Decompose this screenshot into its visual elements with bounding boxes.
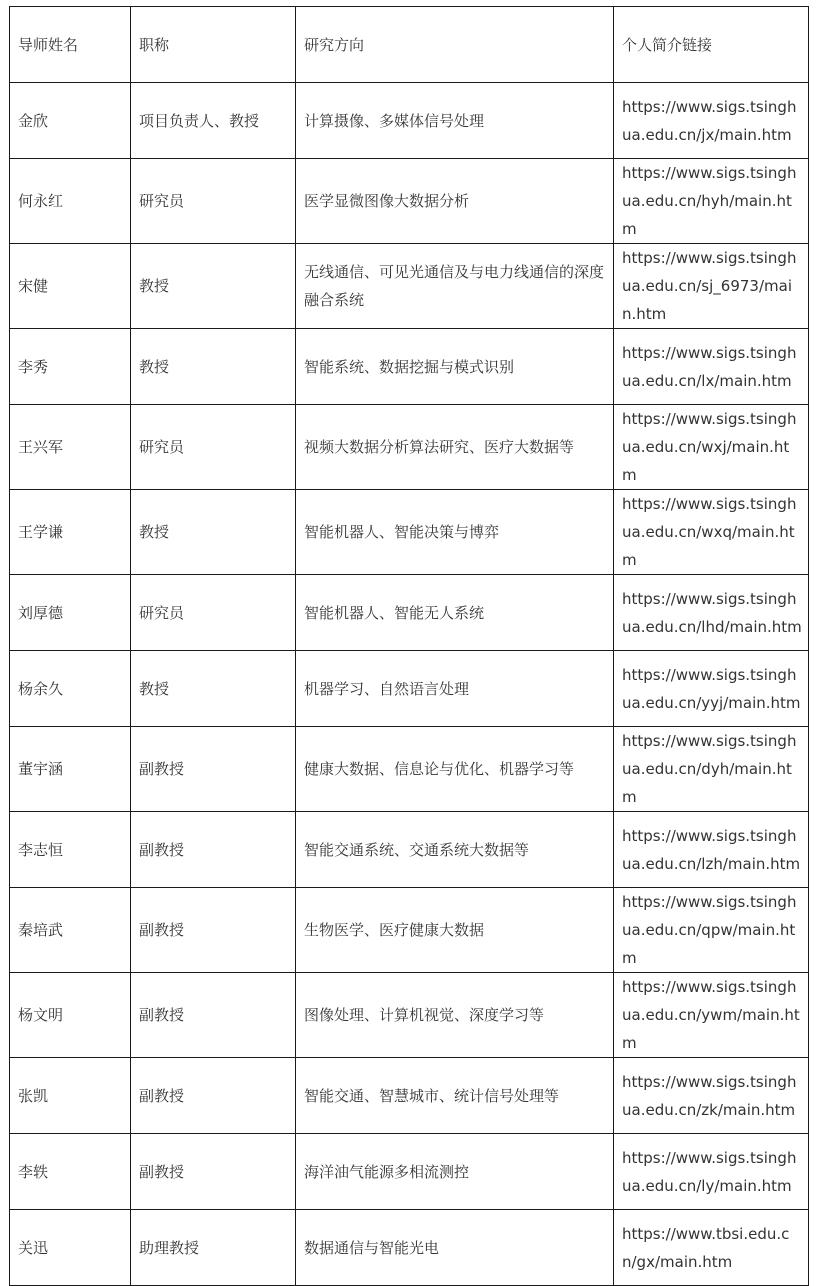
tutor-name-cell: 王兴军 xyxy=(10,405,131,490)
tutor-title-cell: 副教授 xyxy=(131,727,296,812)
research-direction-cell: 图像处理、计算机视觉、深度学习等 xyxy=(296,973,614,1058)
profile-link-cell[interactable]: https://www.tbsi.edu.cn/gx/main.htm xyxy=(614,1210,809,1286)
table-row xyxy=(10,1134,809,1210)
profile-link-cell[interactable]: https://www.sigs.tsinghua.edu.cn/ywm/main.htm xyxy=(614,973,809,1058)
tutor-title-cell: 教授 xyxy=(131,651,296,727)
header-research: 研究方向 xyxy=(296,7,614,83)
table-row xyxy=(10,575,809,651)
table-row xyxy=(10,405,809,490)
research-direction-cell: 机器学习、自然语言处理 xyxy=(296,651,614,727)
tutor-title-cell: 副教授 xyxy=(131,1134,296,1210)
tutor-title-cell: 教授 xyxy=(131,329,296,405)
tutor-name-cell: 张凯 xyxy=(10,1058,131,1134)
table-body xyxy=(10,7,809,1286)
tutor-name-cell: 李秀 xyxy=(10,329,131,405)
profile-link-cell[interactable]: https://www.sigs.tsinghua.edu.cn/zk/main.htm xyxy=(614,1058,809,1134)
research-direction-cell: 智能机器人、智能决策与博弈 xyxy=(296,490,614,575)
research-direction-cell: 生物医学、医疗健康大数据 xyxy=(296,888,614,973)
research-direction-cell: 智能交通系统、交通系统大数据等 xyxy=(296,812,614,888)
tutor-title-cell: 副教授 xyxy=(131,812,296,888)
research-direction-cell: 智能交通、智慧城市、统计信号处理等 xyxy=(296,1058,614,1134)
profile-link-cell[interactable]: https://www.sigs.tsinghua.edu.cn/ly/main.htm xyxy=(614,1134,809,1210)
header-name: 导师姓名 xyxy=(10,7,131,83)
tutor-title-cell: 研究员 xyxy=(131,159,296,244)
tutor-title-cell: 研究员 xyxy=(131,575,296,651)
tutor-name-cell: 李轶 xyxy=(10,1134,131,1210)
tutor-title-cell: 副教授 xyxy=(131,888,296,973)
table-row xyxy=(10,812,809,888)
tutor-name-cell: 杨余久 xyxy=(10,651,131,727)
tutor-title-cell: 副教授 xyxy=(131,1058,296,1134)
header-link: 个人简介链接 xyxy=(614,7,809,83)
header-title: 职称 xyxy=(131,7,296,83)
profile-link-cell[interactable]: https://www.sigs.tsinghua.edu.cn/hyh/main.htm xyxy=(614,159,809,244)
profile-link-cell[interactable]: https://www.sigs.tsinghua.edu.cn/sj_6973/main.htm xyxy=(614,244,809,329)
tutor-name-cell: 杨文明 xyxy=(10,973,131,1058)
tutor-name-cell: 宋健 xyxy=(10,244,131,329)
tutor-name-cell: 刘厚德 xyxy=(10,575,131,651)
research-direction-cell: 健康大数据、信息论与优化、机器学习等 xyxy=(296,727,614,812)
header-row xyxy=(10,7,809,83)
table-row xyxy=(10,244,809,329)
profile-link-cell[interactable]: https://www.sigs.tsinghua.edu.cn/wxq/main.htm xyxy=(614,490,809,575)
research-direction-cell: 海洋油气能源多相流测控 xyxy=(296,1134,614,1210)
profile-link-cell[interactable]: https://www.sigs.tsinghua.edu.cn/lzh/main.htm xyxy=(614,812,809,888)
table-row xyxy=(10,727,809,812)
tutor-table xyxy=(9,6,809,1286)
table-row xyxy=(10,888,809,973)
profile-link-cell[interactable]: https://www.sigs.tsinghua.edu.cn/dyh/main.htm xyxy=(614,727,809,812)
table-row xyxy=(10,973,809,1058)
table-row xyxy=(10,1058,809,1134)
tutor-name-cell: 金欣 xyxy=(10,83,131,159)
table-row xyxy=(10,1210,809,1286)
tutor-title-cell: 副教授 xyxy=(131,973,296,1058)
profile-link-cell[interactable]: https://www.sigs.tsinghua.edu.cn/lhd/main.htm xyxy=(614,575,809,651)
profile-link-cell[interactable]: https://www.sigs.tsinghua.edu.cn/lx/main.htm xyxy=(614,329,809,405)
tutor-name-cell: 秦培武 xyxy=(10,888,131,973)
tutor-title-cell: 项目负责人、教授 xyxy=(131,83,296,159)
research-direction-cell: 视频大数据分析算法研究、医疗大数据等 xyxy=(296,405,614,490)
tutor-name-cell: 王学谦 xyxy=(10,490,131,575)
profile-link-cell[interactable]: https://www.sigs.tsinghua.edu.cn/jx/main.htm xyxy=(614,83,809,159)
profile-link-cell[interactable]: https://www.sigs.tsinghua.edu.cn/yyj/main.htm xyxy=(614,651,809,727)
research-direction-cell: 计算摄像、多媒体信号处理 xyxy=(296,83,614,159)
research-direction-cell: 智能系统、数据挖掘与模式识别 xyxy=(296,329,614,405)
table-row xyxy=(10,159,809,244)
tutor-name-cell: 何永红 xyxy=(10,159,131,244)
research-direction-cell: 无线通信、可见光通信及与电力线通信的深度融合系统 xyxy=(296,244,614,329)
research-direction-cell: 医学显微图像大数据分析 xyxy=(296,159,614,244)
tutor-name-cell: 董宇涵 xyxy=(10,727,131,812)
table-row xyxy=(10,651,809,727)
table-row xyxy=(10,83,809,159)
table-row xyxy=(10,329,809,405)
tutor-title-cell: 研究员 xyxy=(131,405,296,490)
tutor-name-cell: 李志恒 xyxy=(10,812,131,888)
research-direction-cell: 数据通信与智能光电 xyxy=(296,1210,614,1286)
tutor-title-cell: 教授 xyxy=(131,490,296,575)
research-direction-cell: 智能机器人、智能无人系统 xyxy=(296,575,614,651)
tutor-title-cell: 教授 xyxy=(131,244,296,329)
tutor-title-cell: 助理教授 xyxy=(131,1210,296,1286)
table-row xyxy=(10,490,809,575)
tutor-name-cell: 关迅 xyxy=(10,1210,131,1286)
profile-link-cell[interactable]: https://www.sigs.tsinghua.edu.cn/qpw/main.htm xyxy=(614,888,809,973)
profile-link-cell[interactable]: https://www.sigs.tsinghua.edu.cn/wxj/main.htm xyxy=(614,405,809,490)
